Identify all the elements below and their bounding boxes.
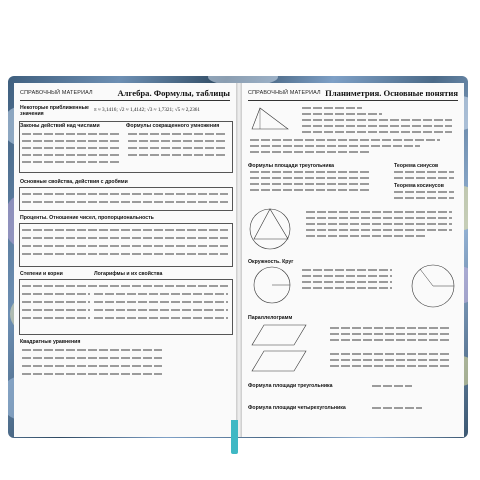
section-logs: Логарифмы и их свойства [94, 271, 163, 277]
section-properties: Основные свойства, действия с дробями [20, 179, 128, 185]
right-page [242, 83, 464, 437]
left-page-tag: СПРАВОЧНЫЙ МАТЕРИАЛ [20, 90, 93, 96]
circle-figure [252, 265, 292, 305]
right-page-title: Планиметрия. Основные понятия [325, 88, 458, 98]
left-page [14, 83, 236, 437]
bookmark-ribbon [231, 420, 238, 454]
formula-box-powers [19, 279, 233, 335]
section-powers: Степени и корни [20, 271, 63, 277]
section-approx-values: Некоторые приближенные значения [20, 105, 89, 117]
section-triangle-area: Формулы площади треугольника [248, 163, 335, 169]
circle-sector-figure [410, 263, 456, 309]
section-percent: Проценты. Отношение чисел, пропорциональность [20, 215, 154, 221]
section-laws: Законы действий над числами [20, 123, 100, 129]
inscribed-circle-figure [248, 205, 298, 253]
right-page-tag: СПРАВОЧНЫЙ МАТЕРИАЛ [248, 90, 321, 96]
section-parallelogram: Параллелограмм [248, 315, 293, 321]
left-page-title: Алгебра. Формулы, таблицы [117, 88, 230, 98]
formula-box-fractions [19, 187, 233, 211]
approx-values-formula: π ≈ 3,1416; √2 ≈ 1,4142; √3 ≈ 1,7321; √5 ≈ 2,2361 [94, 107, 200, 113]
section-circle: Окружность. Круг [248, 259, 294, 265]
section-quadratic: Квадратные уравнения [20, 339, 81, 345]
right-page-header [248, 89, 458, 101]
section-law-of-cosines: Теорема косинусов [394, 183, 444, 189]
triangle-figure [250, 105, 290, 131]
left-page-header [20, 89, 230, 101]
section-short-mult: Формулы сокращенного умножения [126, 123, 220, 129]
parallelogram-figure [250, 323, 310, 373]
section-law-of-sines: Теорема синусов [394, 163, 439, 169]
section-triangle-area-formula: Формула площади треугольника [248, 383, 333, 389]
section-quad-area-formula: Формула площади четырехугольника [248, 405, 346, 411]
